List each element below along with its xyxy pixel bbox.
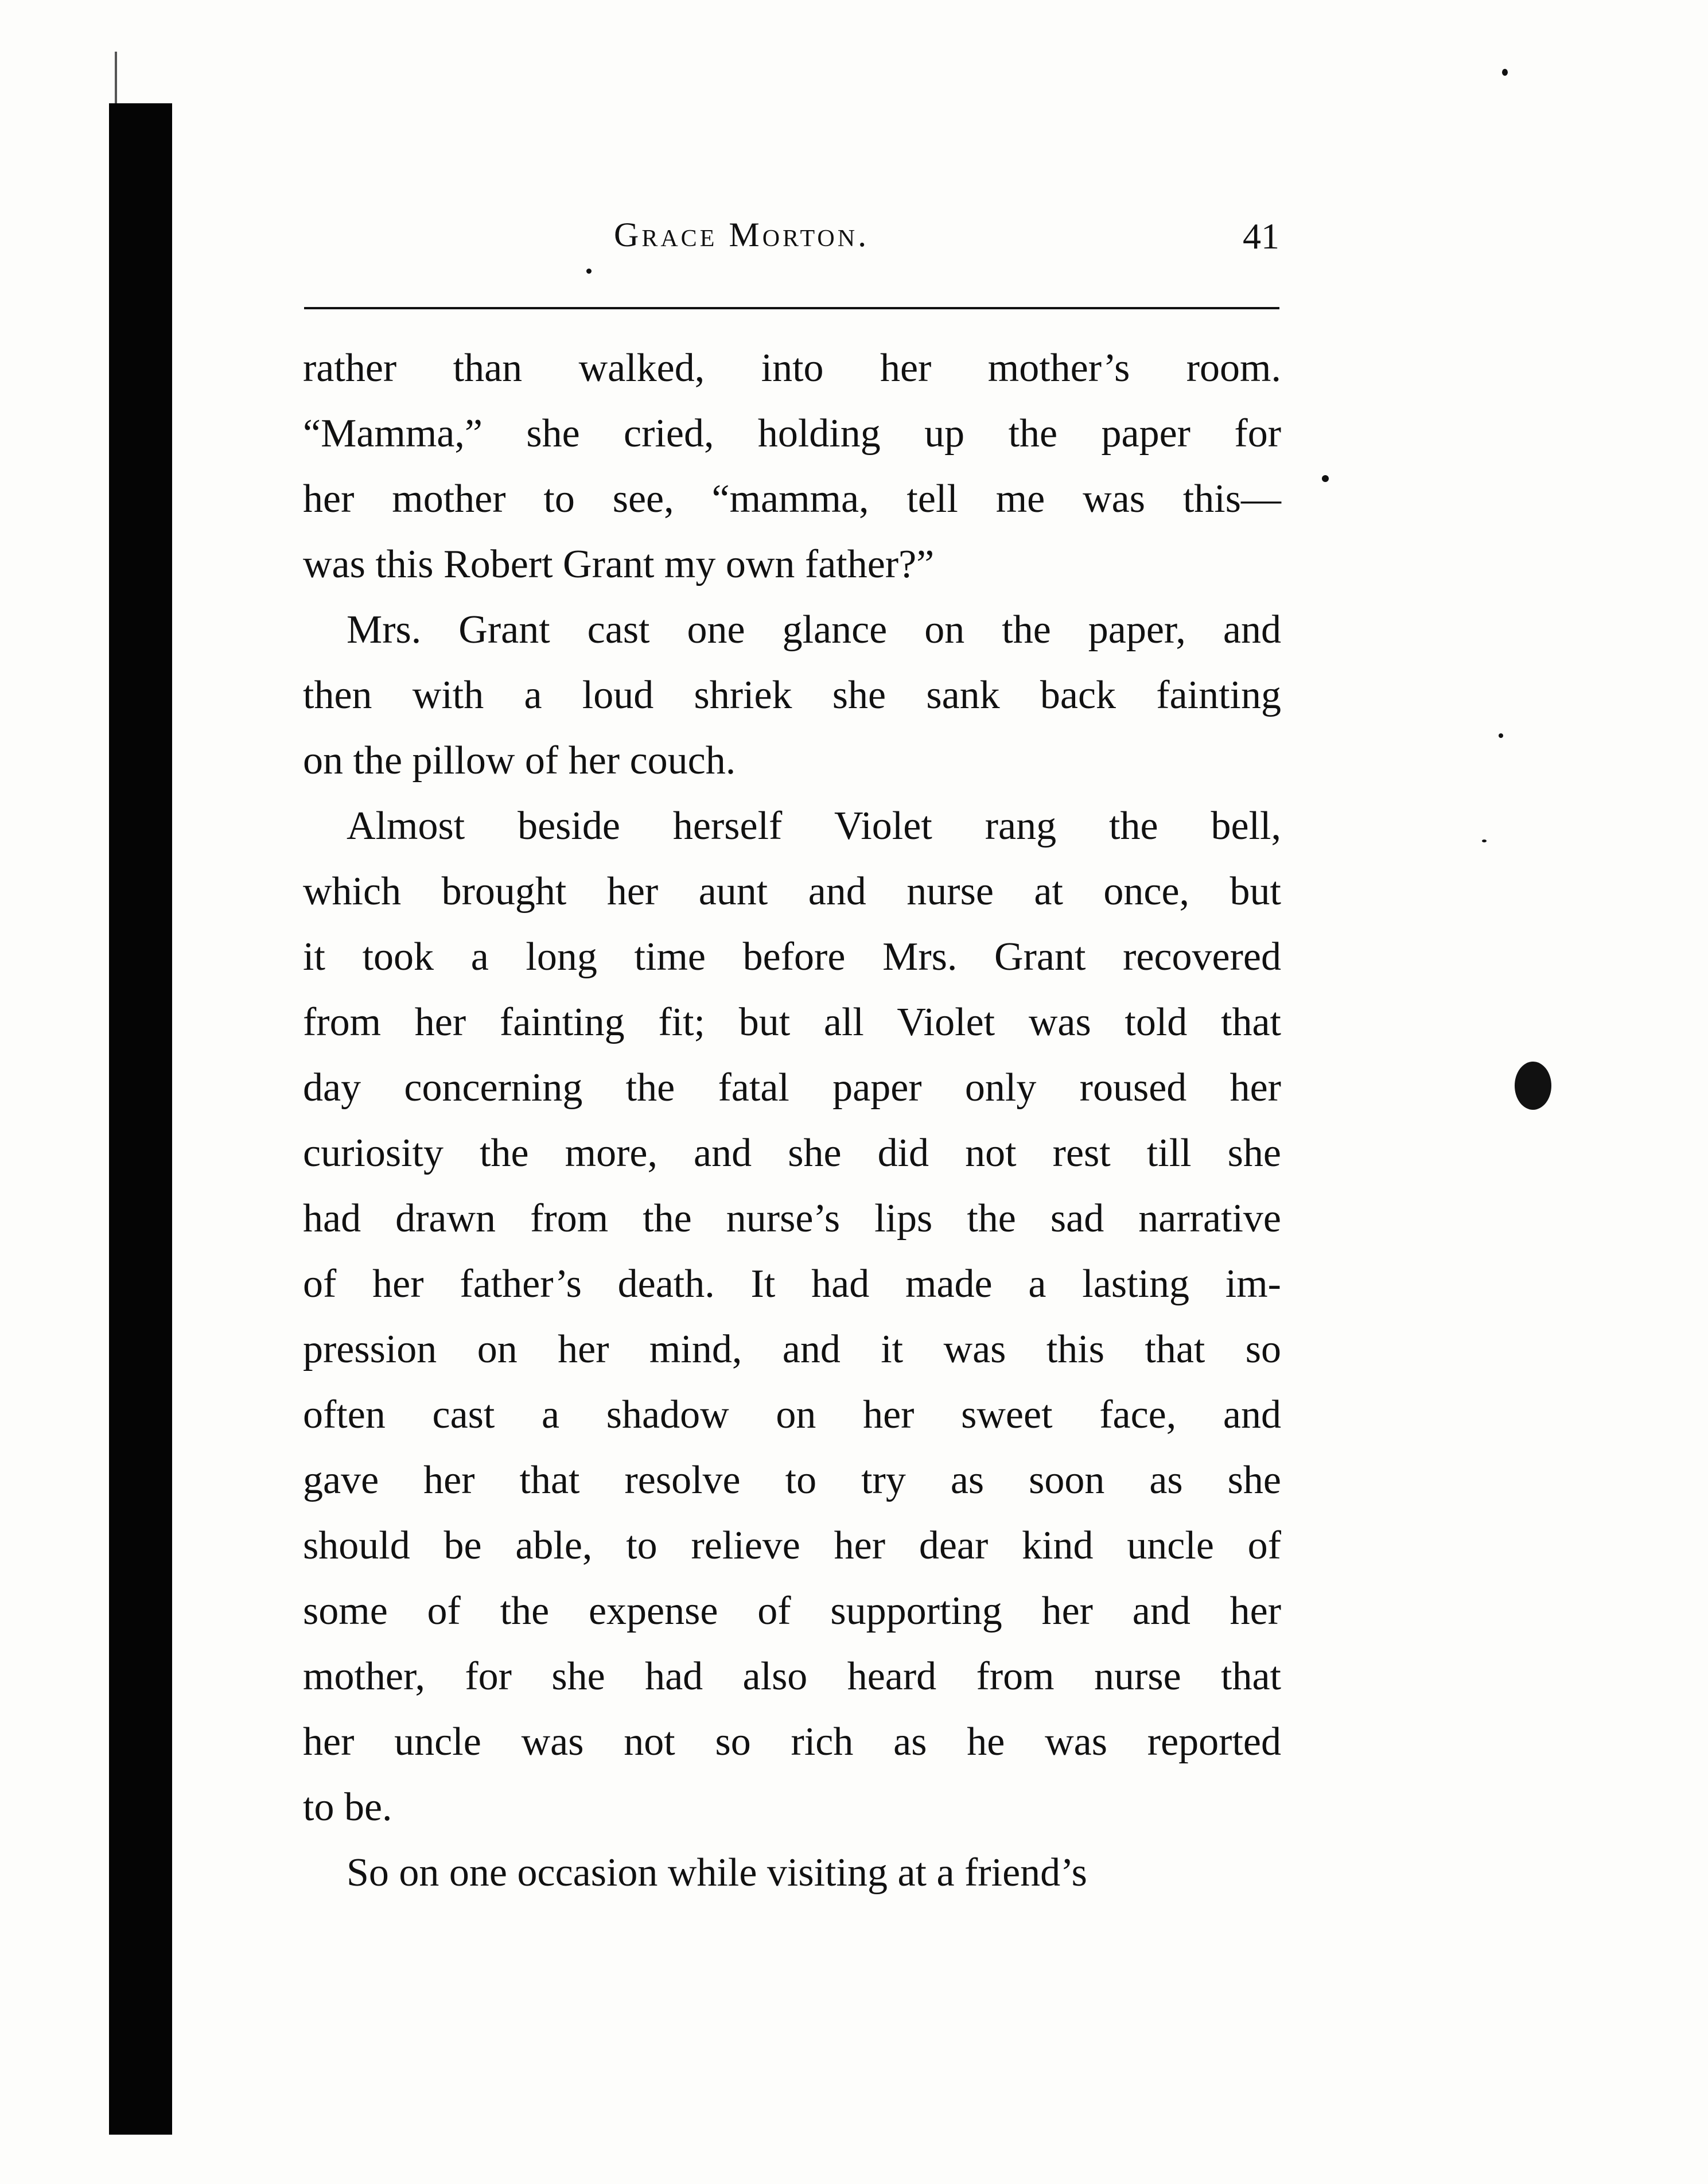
binding-sliver [115,52,117,103]
text-line: from her fainting fit; but all Violet was told that [303,1000,1281,1044]
text-line: pression on her mind, and it was this that so [303,1327,1281,1371]
body-text [303,336,1281,1906]
text-line: some of the expense of supporting her and her [303,1589,1281,1633]
text-line: which brought her aunt and nurse at once, but [303,869,1281,914]
text-line: had drawn from the nurse’s lips the sad narrative [303,1196,1281,1241]
text-line: “Mamma,” she cried, holding up the paper for [303,411,1281,456]
scan-speck [1482,840,1487,842]
scan-speck [1502,69,1508,76]
text-line: So on one occasion while visiting at a friend’s [347,1851,1087,1895]
scan-speck [586,269,592,274]
text-line: her uncle was not so rich as he was reported [303,1720,1281,1764]
header-rule [304,307,1279,309]
text-line: to be. [303,1785,392,1829]
scan-speck [1322,475,1329,482]
scan-speck [1515,1062,1551,1110]
text-line: then with a loud shriek she sank back fainting [303,673,1281,717]
text-line: curiosity the more, and she did not rest till she [303,1131,1281,1175]
text-line: it took a long time before Mrs. Grant recovered [303,935,1281,979]
text-line: mother, for she had also heard from nurse that [303,1654,1281,1699]
text-line: rather than walked, into her mother’s room. [303,346,1281,390]
text-line: her mother to see, “mamma, tell me was this— [303,477,1281,521]
text-line: was this Robert Grant my own father?” [303,542,935,586]
text-line: should be able, to relieve her dear kind uncle of [303,1524,1281,1568]
scan-speck [1499,733,1503,738]
text-line: of her father’s death. It had made a lasting im- [303,1262,1281,1306]
scan-binding-edge [109,103,172,2135]
text-line: Almost beside herself Violet rang the bell, [347,804,1281,848]
text-line: day concerning the fatal paper only roused her [303,1066,1281,1110]
text-line: gave her that resolve to try as soon as she [303,1458,1281,1502]
running-title: Grace Morton. [614,216,870,254]
running-header [304,215,1279,273]
text-line: Mrs. Grant cast one glance on the paper, and [347,608,1281,652]
text-line: on the pillow of her couch. [303,739,736,783]
text-line: often cast a shadow on her sweet face, and [303,1393,1281,1437]
page-number: 41 [1243,216,1279,257]
